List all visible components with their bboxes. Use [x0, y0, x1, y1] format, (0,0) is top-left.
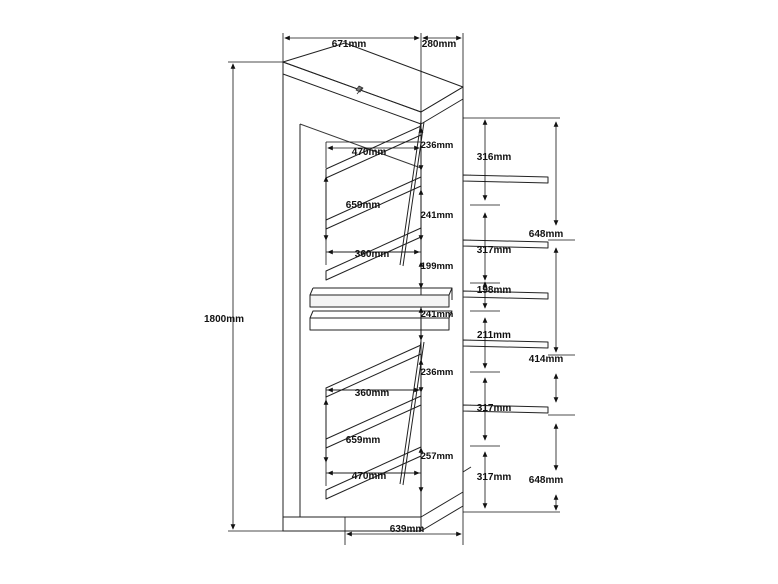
dimension-text-470-bottom: 470mm — [351, 471, 387, 482]
dimension-text-236-top: 236mm — [420, 140, 454, 151]
dimension-text-639: 639mm — [389, 524, 425, 535]
dimension-text-211: 211mm — [477, 330, 511, 341]
dimension-text-659-top: 659mm — [345, 200, 381, 211]
dimension-text-360-top: 360mm — [354, 249, 390, 260]
dimension-text-317-a: 317mm — [476, 245, 512, 256]
dimension-text-317-c: 317mm — [476, 472, 512, 483]
dimension-text-671: 671mm — [331, 39, 367, 50]
dimension-text-317-b: 317mm — [476, 403, 512, 414]
dimension-text-236-bottom: 236mm — [420, 367, 454, 378]
dimension-text-199: 199mm — [420, 261, 454, 272]
dimension-text-470-top: 470mm — [351, 147, 387, 158]
dimension-text-198: 198mm — [476, 285, 512, 296]
dimension-text-241-mid: 241mm — [420, 309, 454, 320]
dimension-text-257: 257mm — [420, 451, 454, 462]
dimension-text-316: 316mm — [476, 152, 512, 163]
dimension-text-659-bottom: 659mm — [345, 435, 381, 446]
dimension-text-648-bottom: 648mm — [528, 475, 564, 486]
dimension-text-360-bottom: 360mm — [354, 388, 390, 399]
dimension-labels — [204, 39, 563, 535]
dimension-lines — [228, 33, 575, 545]
dimension-text-1800: 1800mm — [203, 314, 245, 325]
dimension-text-414: 414mm — [528, 354, 564, 365]
dimension-text-280: 280mm — [421, 39, 457, 50]
dimension-text-648-top: 648mm — [528, 229, 564, 240]
dimension-text-241-top: 241mm — [420, 210, 454, 221]
